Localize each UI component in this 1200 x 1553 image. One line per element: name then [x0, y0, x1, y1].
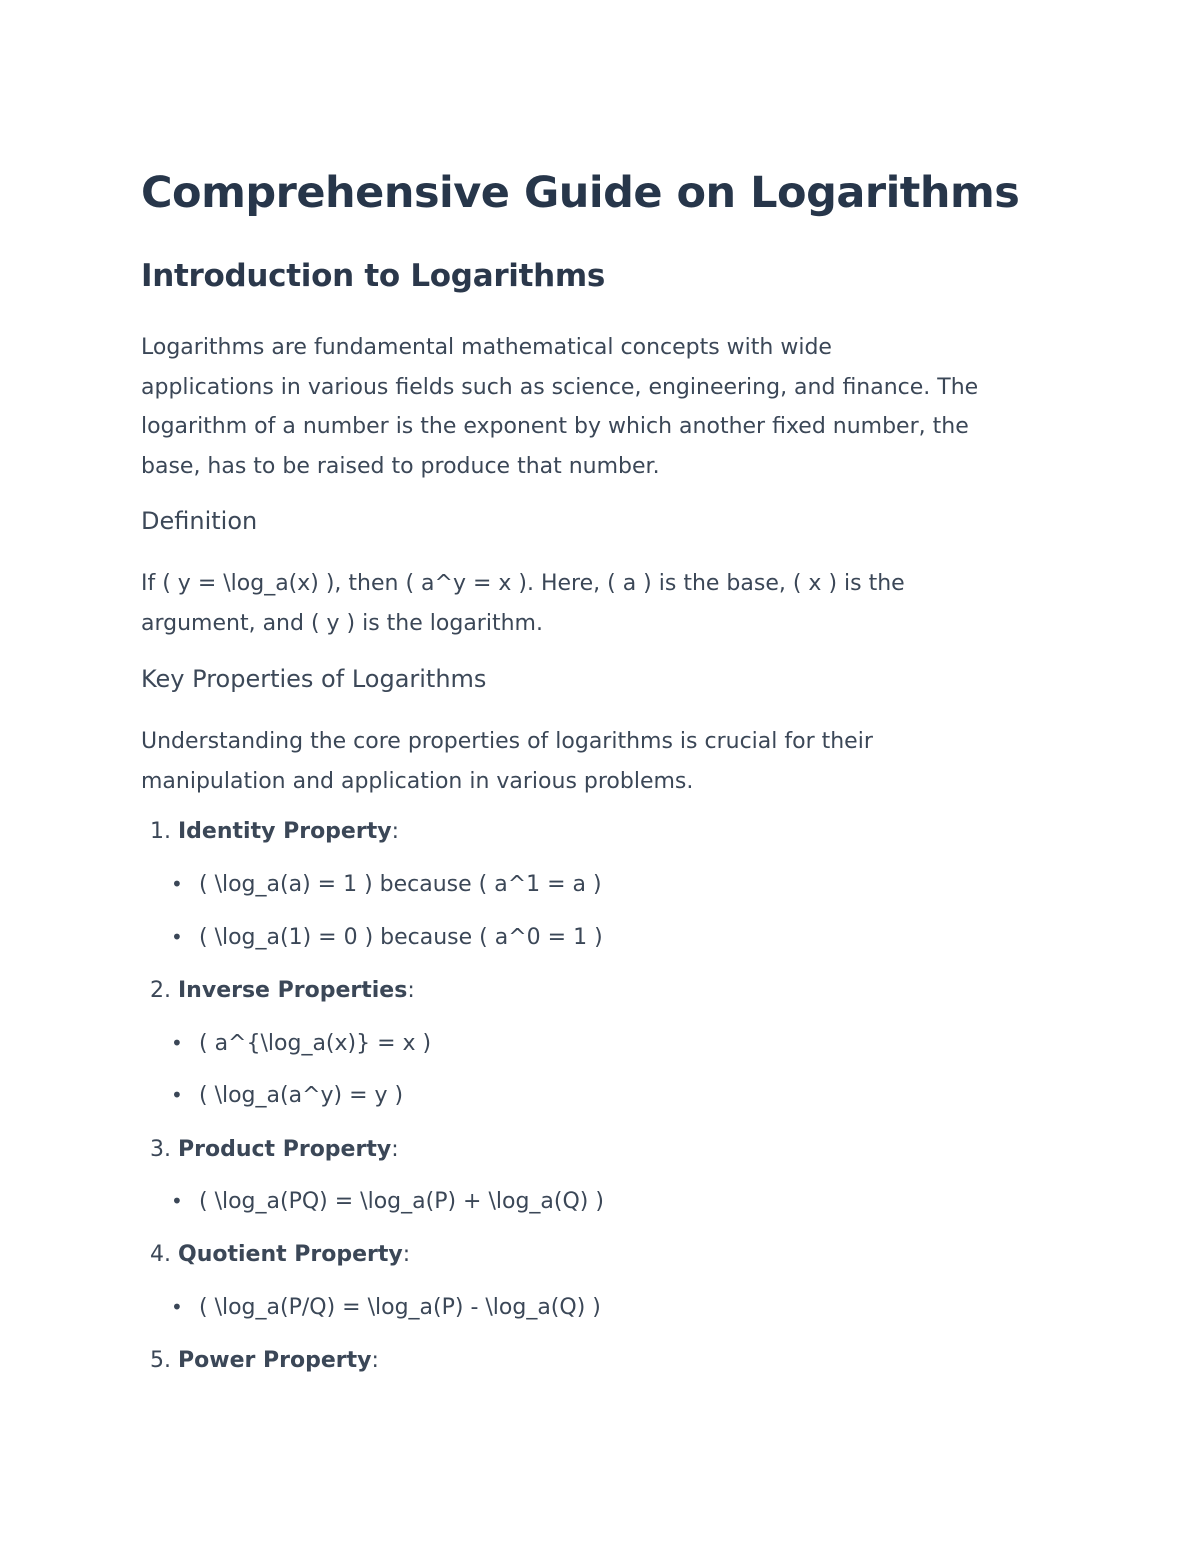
- bullet-text: ( \log_a(PQ) = \log_a(P) + \log_a(Q) ): [199, 1189, 604, 1214]
- property-bullet: [171, 1083, 403, 1108]
- intro-paragraph: [141, 328, 1071, 486]
- definition-line: If ( y = \log_a(x) ), then ( a^y = x ). Here, ( a ) is the base, ( x ) is the: [141, 571, 905, 596]
- bullet-icon: •: [171, 1031, 183, 1055]
- definition-paragraph: [141, 564, 1071, 643]
- key-properties-line: Understanding the core properties of logarithms is crucial for their: [141, 729, 873, 754]
- property-name: Product Property: [178, 1137, 392, 1162]
- definition-heading: Definition: [141, 507, 258, 535]
- property-item: [141, 1242, 410, 1267]
- key-properties-heading: Key Properties of Logarithms: [141, 665, 487, 693]
- property-name: Quotient Property: [178, 1242, 403, 1267]
- bullet-icon: •: [171, 925, 183, 949]
- key-properties-line: manipulation and application in various problems.: [141, 768, 694, 794]
- intro-line: Logarithms are fundamental mathematical concepts with wide: [141, 335, 832, 360]
- intro-line: applications in various fields such as science, engineering, and finance. The: [141, 374, 979, 400]
- intro-line: logarithm of a number is the exponent by which another fixed number, the: [141, 414, 969, 439]
- property-bullet: [171, 925, 603, 950]
- key-properties-paragraph: [141, 722, 1071, 801]
- bullet-text: ( a^{\log_a(x)} = x ): [199, 1031, 432, 1056]
- property-item: [141, 819, 399, 844]
- bullet-icon: •: [171, 1295, 183, 1319]
- bullet-icon: •: [171, 872, 183, 896]
- property-bullet: [171, 1189, 604, 1214]
- intro-heading: Introduction to Logarithms: [141, 258, 606, 294]
- property-bullet: [171, 872, 602, 897]
- bullet-text: ( \log_a(P/Q) = \log_a(P) - \log_a(Q) ): [199, 1295, 601, 1320]
- property-number: 5.: [150, 1348, 171, 1373]
- property-number: 3.: [150, 1137, 171, 1162]
- property-bullet: [171, 1295, 601, 1320]
- bullet-icon: •: [171, 1189, 183, 1213]
- property-suffix: :: [407, 978, 415, 1003]
- bullet-text: ( \log_a(1) = 0 ) because ( a^0 = 1 ): [199, 925, 603, 950]
- property-suffix: :: [371, 1348, 379, 1373]
- property-name: Inverse Properties: [178, 978, 408, 1003]
- intro-line: base, has to be raised to produce that number.: [141, 453, 660, 479]
- property-suffix: :: [402, 1242, 411, 1267]
- property-name: Power Property: [178, 1348, 372, 1373]
- property-suffix: :: [391, 1137, 399, 1162]
- property-number: 2.: [150, 978, 171, 1003]
- bullet-text: ( \log_a(a^y) = y ): [199, 1083, 404, 1108]
- property-number: 4.: [150, 1242, 171, 1267]
- property-item: [141, 1348, 379, 1373]
- document-title: Comprehensive Guide on Logarithms: [141, 168, 1020, 218]
- property-item: [141, 1137, 399, 1162]
- property-number: 1.: [150, 819, 171, 844]
- bullet-text: ( \log_a(a) = 1 ) because ( a^1 = a ): [199, 872, 602, 897]
- property-name: Identity Property: [178, 819, 392, 844]
- property-item: [141, 978, 415, 1003]
- property-bullet: [171, 1031, 431, 1056]
- property-suffix: :: [391, 819, 399, 844]
- bullet-icon: •: [171, 1083, 183, 1107]
- definition-line: argument, and ( y ) is the logarithm.: [141, 610, 543, 636]
